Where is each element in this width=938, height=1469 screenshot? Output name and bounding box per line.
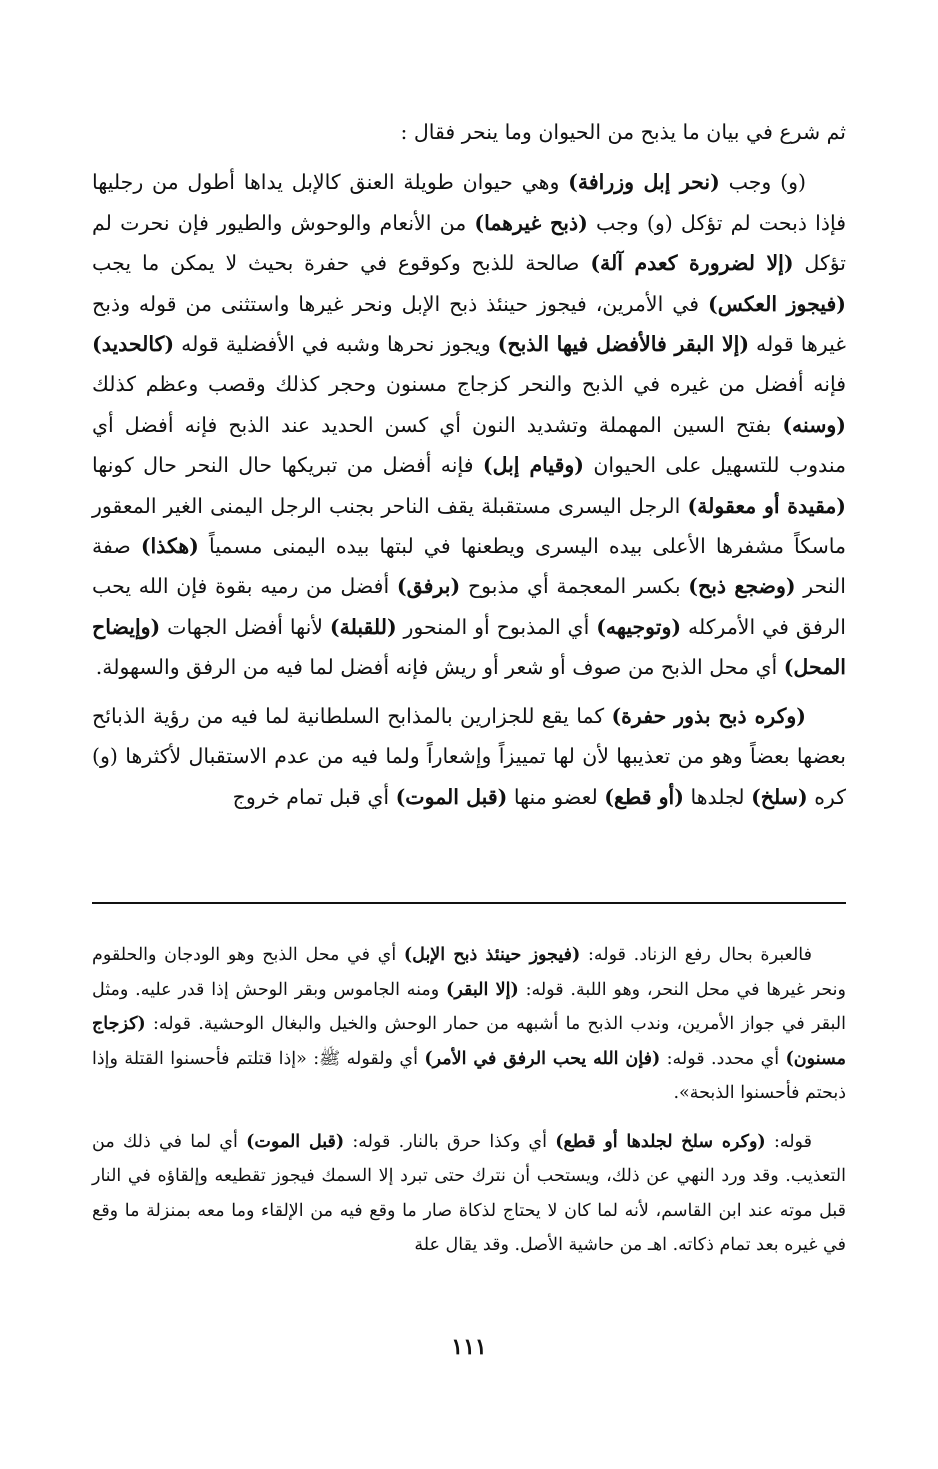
main-text	[92, 112, 846, 817]
text-run: بفتح السين المهملة وتشديد النون أي كسن الحديد عند الذبح فإنه أفضل أي مندوب للتسهيل على الحيوان	[92, 412, 846, 478]
text-run: قوله:	[765, 1131, 812, 1152]
text-run: أفضل من رميه بقوة فإن الله يحب الرفق في الأمركله	[92, 574, 846, 639]
bold-term: (وسنه)	[782, 412, 846, 437]
bold-term: (إلا البقر)	[446, 979, 519, 1000]
bold-term: (فيجوز حينئذ ذبح الإبل)	[403, 945, 581, 965]
bold-term: (فيجوز العكس)	[708, 291, 846, 316]
text-run: أي ولقوله ﷺ: «إذا قتلتم فأحسنوا القتلة وإذا ذبحتم فأحسنوا الذبحة».	[92, 1048, 846, 1103]
bold-term: (وإيضاح المحل)	[92, 614, 846, 680]
bold-term: (هكذا)	[140, 534, 199, 559]
bold-term: (كزجاج مسنون)	[92, 1014, 846, 1069]
text-run: صالحة للذبح وكوقوع في حفرة بحيث لا يمكن ما يجب	[92, 251, 591, 276]
bold-term: (كالحديد)	[92, 332, 175, 357]
text-run: لجلدها	[683, 784, 752, 809]
paragraph-slaughter-rules	[92, 162, 846, 687]
text-run: صفة النحر	[92, 534, 846, 599]
bold-term: (قبل الموت)	[395, 784, 508, 809]
text-run: ومنه الجاموس وبقر الوحش إذا قدر عليه. ومثل البقر في جواز الأمرين، وندب الذبح ما أشبهه من حمار الوحش والخيل والبغال الوحشية. قوله:	[92, 979, 846, 1034]
text-run: أي قبل تمام خروج	[232, 784, 396, 809]
text-run: أي المذبوح أو المنحور	[396, 614, 597, 639]
text-run: أي محدد. قوله:	[660, 1048, 786, 1069]
bold-term: (أو قطع)	[604, 784, 684, 809]
bold-term: (وكره ذبح بذور حفرة)	[611, 703, 807, 728]
text-run: من الأنعام والوحوش والطيور فإن نحرت لم تؤكل	[92, 210, 846, 276]
bold-term: (وكره سلخ لجلدها أو قطع)	[555, 1131, 766, 1152]
text-run: بكسر المعجمة أي مذبوح	[460, 574, 689, 599]
bold-term: (قبل الموت)	[246, 1131, 345, 1152]
text-run: أي لما في ذلك من التعذيب. وقد ورد النهي عن ذلك، ويستحب أن نترك حتى تبرد إلا السمك فيجوز تقطيعه وإلقاؤه في النار قبل موته عند ابن القاسم، لأنه لما كان لا يحتاج لذكاة صار ما وقع فيه من الإلقاء وما معه بمنزلة ما وقع في غيره بعد تمام ذكاته. اهـ من حاشية الأصل. وقد يقال علة	[92, 1131, 846, 1255]
bold-term: (نحر إبل وزرافة)	[568, 170, 720, 195]
bold-term: (وقيام إبل)	[482, 453, 584, 478]
bold-term: (وضجع ذبح)	[688, 574, 796, 599]
page-number: ١١١	[451, 1334, 487, 1360]
bold-term: (ذبح غيرهما)	[474, 210, 588, 235]
intro-line: ثم شرع في بيان ما يذبح من الحيوان وما ينحر فقال :	[400, 120, 846, 144]
bold-term: (مقيدة أو معقولة)	[687, 493, 847, 518]
footnotes	[92, 938, 846, 1263]
bold-term: (إلا لضرورة كعدم آلة)	[590, 251, 794, 276]
text-run: فإنه أفضل من تبريكها حال النحر حال كونها	[92, 453, 483, 478]
bold-term: (فإن الله يحب الرفق في الأمر)	[424, 1048, 661, 1069]
text-run: كما يقع للجزارين بالمذابح السلطانية لما فيه من رؤية الذبائح بعضها بعضاً وهو من تعذيبها لأن لها تمييزاً وإشعاراً ولما فيه من عدم الاستقبال لأكثرها (و) كره	[92, 703, 846, 809]
footnote-2	[92, 1125, 846, 1263]
text-run: أي محل الذبح من صوف أو شعر أو ريش فإنه أفضل لما فيه من الرفق والسهولة.	[95, 655, 784, 680]
bold-term: (إلا البقر فالأفضل فيها الذبح)	[497, 332, 750, 357]
text-run: في الأمرين، فيجوز حينئذ ذبح الإبل ونحر غيرها واستثنى من قوله وذبح غيرها قوله	[92, 291, 846, 357]
text-run: لأنها أفضل الجهات	[160, 614, 330, 639]
text-run: فالعبرة بحال رفع الزناد. قوله:	[580, 945, 812, 965]
text-run: الرجل اليسرى مستقبلة يقف الناحر بجنب الرجل اليمنى الغير المعقور ماسكاً مشفرها الأعلى بيده اليسرى ويطعنها في لبتها بيده اليمنى مسمياً	[92, 493, 846, 559]
text-run: وهي حيوان طويلة العنق كالإبل يداها أطول من رجليها فإذا ذبحت لم تؤكل (و) وجب	[92, 170, 847, 235]
text-run: ويجوز نحرها وشبه في الأفضلية قوله	[174, 332, 498, 357]
bold-term: (وتوجيهه)	[596, 614, 682, 639]
text-run: فإنه أفضل من غيره في الذبح والنحر كزجاج مسنون وحجر كذلك وقصب وعظم كذلك	[92, 372, 846, 397]
bold-term: (برفق)	[396, 574, 461, 599]
text-run: لعضو منها	[507, 784, 605, 809]
bold-term: (للقبلة)	[329, 614, 397, 639]
footnote-1	[92, 938, 846, 1111]
text-run: أي وكذا حرق بالنار. قوله:	[344, 1131, 556, 1152]
footnote-separator	[92, 902, 846, 904]
paragraph-disliked-practices	[92, 696, 846, 817]
bold-term: (سلخ)	[751, 784, 808, 809]
text-run: (و) وجب	[719, 170, 806, 195]
text-run: أي في محل الذبح وهو الودجان والحلقوم ونحر غيرها في محل النحر، وهو اللبة. قوله:	[92, 945, 847, 1000]
